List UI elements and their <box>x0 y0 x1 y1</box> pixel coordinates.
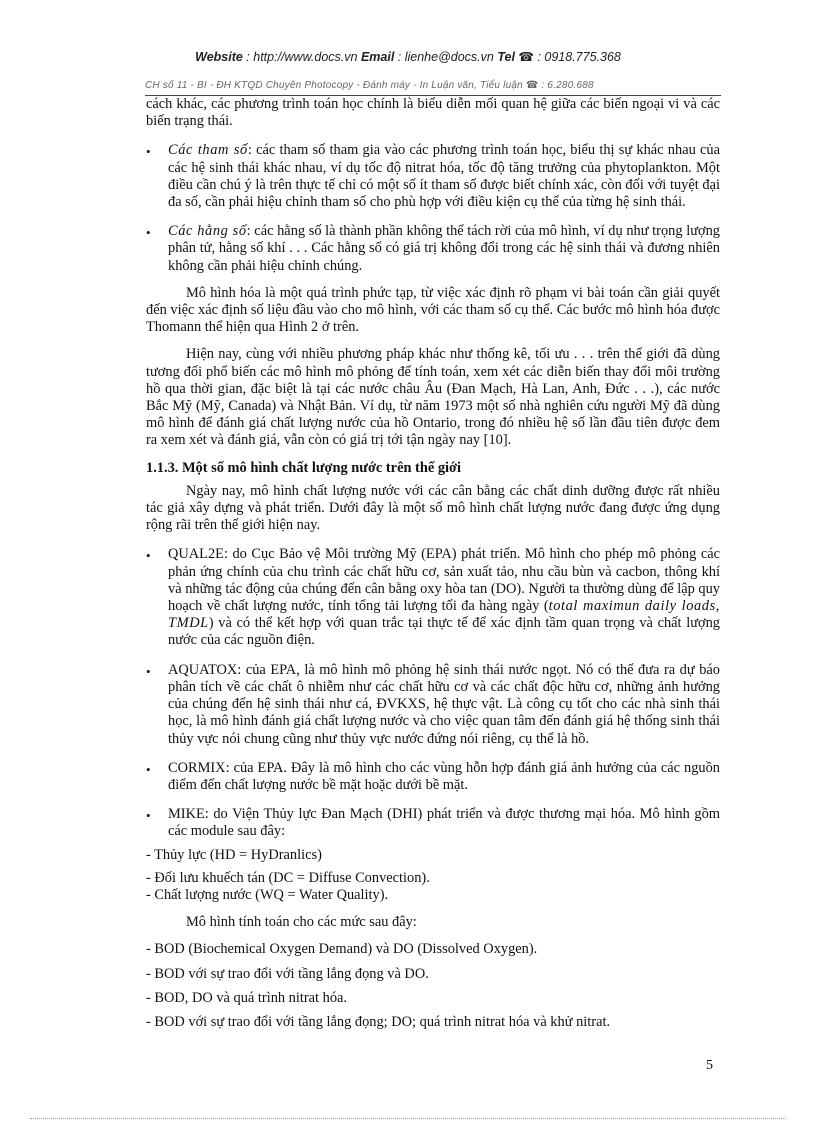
level-bod-sediment: - BOD với sự trao đổi với tầng lắng đọng và DO. <box>146 965 429 982</box>
bullet-mike: • MIKE: do Viện Thủy lực Đan Mạch (DHI) phát triển và được thương mại hóa. Mô hình gồm các module sau đây: <box>146 806 720 840</box>
bullet-aquatox: • AQUATOX: của EPA, là mô hình mô phỏng hệ sinh thái nước ngọt. Nó có thể đưa ra dự báo phân tích về các chất ô nhiễm như các chất hữu cơ và các chất độc hữu cơ, những ảnh hưởng của chúng đến hệ sinh thái như cá, ĐVKXS, hệ thực vật. Là công cụ tốt cho các nhà sinh thái học, là mô hình đánh giá chất lượng nước và cho việc quan tâm đến đánh giá hệ thống sinh thái thủy vực nói chung cũng như thủy vực nước đứng nói riêng, cụ thể là hồ. <box>146 661 720 747</box>
subheader: CH số 11 - BI - ĐH KTQD Chuyên Photocopy - Đánh máy - In Luận văn, Tiểu luận ☎ : 6.280.688 <box>145 80 594 91</box>
bullet-qual2e: • QUAL2E: do Cục Bảo vệ Môi trường Mỹ (EPA) phát triển. Mô hình cho phép mô phỏng các phản ứng chính của chu trình các chất hữu cơ, sản xuất tảo, nhu cầu bùn và cacbon, thông khí và những tác động của chúng đến cân bằng oxy hòa tan (DO). Người ta thường dùng để lập quy hoạch về chất lượng nước, tính tổng tải lượng tối đa hàng ngày (total maximun daily loads, TMDL) và có thể kết hợp với quan trắc tại thực tế để xác định tầm quan trọng và chất lượng nước của các nguồn điện. <box>146 546 720 649</box>
document-body <box>146 96 720 1031</box>
footer-rule <box>30 1118 786 1119</box>
email-label: Email <box>360 50 395 64</box>
email-address[interactable]: : lienhe@docs.vn <box>394 50 498 64</box>
tmdl-term: total maximun daily loads, TMDL <box>168 598 720 632</box>
section-heading: 1.1.3. Một số mô hình chất lượng nước trên thế giới <box>146 459 461 476</box>
tel-label: Tel <box>497 50 515 64</box>
tel-number: ☎ : 0918.775.368 <box>514 50 621 64</box>
bullet-icon: • <box>146 663 151 679</box>
bullet-cormix: • CORMIX: của EPA. Đây là mô hình cho các vùng hỗn hợp đánh giá ảnh hưởng của các nguồn điểm đến chất lượng nước bề mặt hoặc dưới bề mặt. <box>146 759 720 793</box>
paragraph-today: Ngày nay, mô hình chất lượng nước với các cân bằng các chất dinh dưỡng được rất nhiều tác giả xây dựng và phát triển. Dưới đây là một số mô hình chất lượng nước đang được ứng dụng rộng rãi trên thế giới hiện nay. <box>146 482 720 534</box>
term-parameters: Các tham số <box>168 142 248 159</box>
bullet-icon: • <box>146 225 151 241</box>
bullet-constants <box>146 223 720 275</box>
website-label: Website <box>195 50 243 64</box>
level-bod-do: - BOD (Biochemical Oxygen Demand) và DO (Dissolved Oxygen). <box>146 941 538 958</box>
bullet-parameters <box>146 142 720 211</box>
module-convection: - Đối lưu khuếch tán (DC = Diffuse Convection). <box>146 869 430 886</box>
module-hydraulics: - Thủy lực (HD = HyDranlics) <box>146 846 322 863</box>
intro-paragraph: cách khác, các phương trình toán học chính là biểu diễn mối quan hệ giữa các biến ngoại vi và các biến trạng thái. <box>146 96 720 130</box>
paragraph-current: Hiện nay, cùng với nhiều phương pháp khác như thống kê, tối ưu . . . trên thế giới đã dùng tương đối phổ biến các mô hình mô phỏng để tính toán, xem xét các diễn biến thay đổi môi trường hồ qua thời gian, đặc biệt là tại các nước châu Âu (Đan Mạch, Hà Lan, Anh, Đức . . .), các nước Bắc Mỹ (Mỹ, Canada) và Nhật Bản. Ví dụ, từ năm 1973 một số nhà nghiên cứu người Mỹ đã dùng mô hình để đánh giá chất lượng nước của hồ Ontario, trong đó nhiều hệ số lần đầu tiên được đem ra xem xét và đánh giá, vẫn còn có giá trị tới tận ngày nay [10]. <box>146 346 720 449</box>
level-bod-denitrification: - BOD với sự trao đổi với tầng lắng đọng; DO; quá trình nitrat hóa và khử nitrat. <box>146 1013 611 1030</box>
module-water-quality: - Chất lượng nước (WQ = Water Quality). <box>146 886 389 903</box>
bullet-icon: • <box>146 761 151 777</box>
paragraph-levels: Mô hình tính toán cho các mức sau đây: <box>186 914 417 931</box>
paragraph-modeling: Mô hình hóa là một quá trình phức tạp, từ việc xác định rõ phạm vi bài toán cần giải quyết đến việc xác định số liệu đầu vào cho mô hình, với các tham số cụ thể. Các bước mô hình hóa được Thomann thể hiện qua Hình 2 ở trên. <box>146 284 720 336</box>
bullet-icon: • <box>146 144 151 160</box>
level-bod-nitrification: - BOD, DO và quá trình nitrat hóa. <box>146 989 348 1006</box>
website-url[interactable]: : http://www.docs.vn <box>242 50 361 64</box>
bullet-icon: • <box>146 548 151 564</box>
bullet-parameters-text: : các tham số tham gia vào các phương trình toán học, biểu thị sự khác nhau của các hệ sinh thái khác nhau, ví dụ tốc độ nitrat hóa, tốc độ tăng trưởng của phytoplankton. Một điều cần chú ý là trên thực tế chỉ có một số ít tham số được biết chính xác, còn đối với tuyệt đại đa số, cần phải hiệu chỉnh tham số cho phù hợp với điều kiện cụ thể của từng hệ sinh thái. <box>168 142 720 211</box>
page-header <box>0 49 816 64</box>
bullet-constants-text: : các hằng số là thành phần không thể tách rời của mô hình, ví dụ như trọng lượng phân tử, hằng số khí . . . Các hằng số có giá trị không đổi trong các hệ sinh thái và đương nhiên không cần phải hiệu chỉnh chúng. <box>168 223 720 274</box>
term-constants: Các hằng số <box>168 223 247 240</box>
bullet-icon: • <box>146 808 151 824</box>
page-number: 5 <box>706 1058 713 1073</box>
